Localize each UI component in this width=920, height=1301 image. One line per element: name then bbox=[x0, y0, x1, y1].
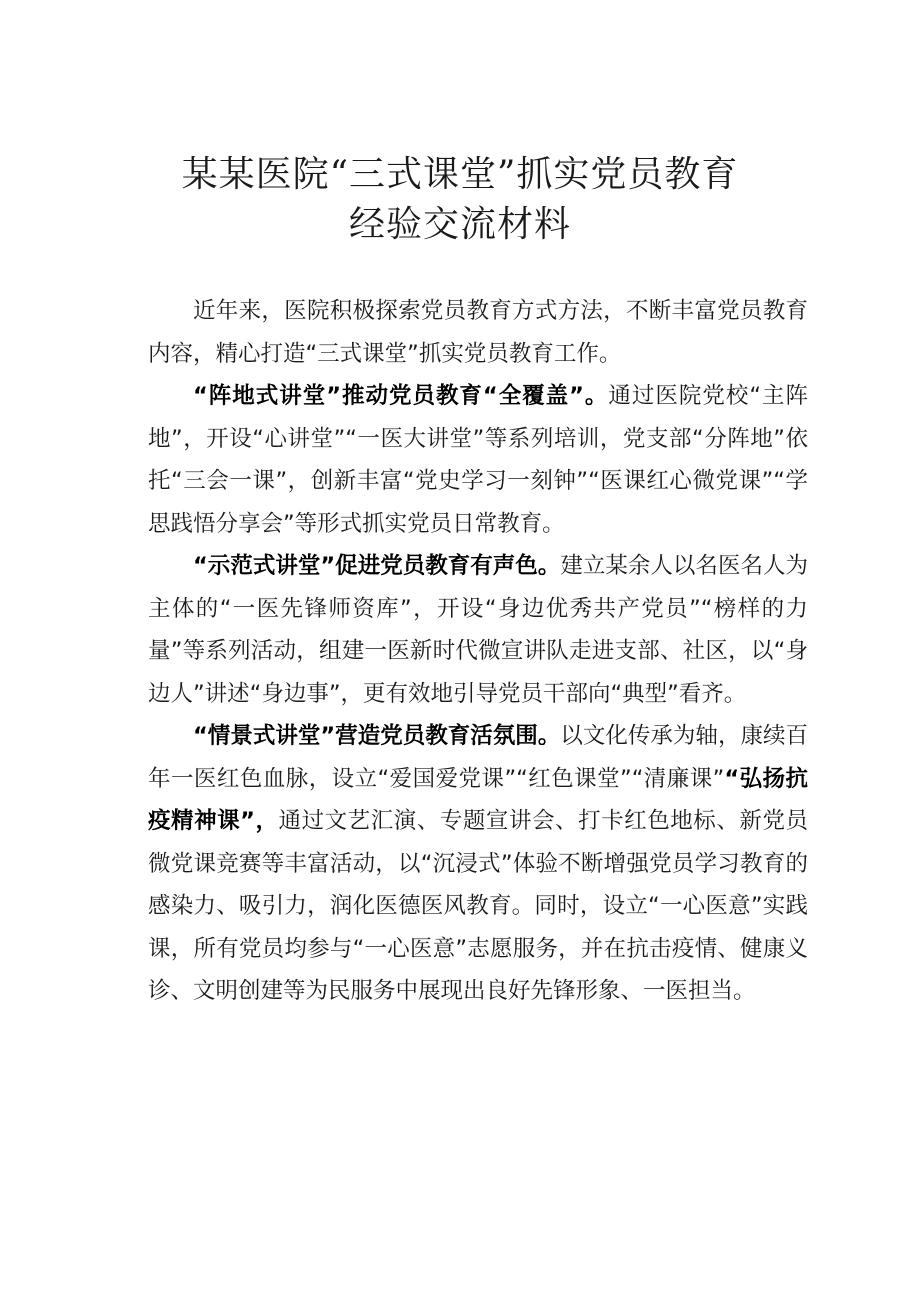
document-title bbox=[0, 150, 920, 250]
section-heading: “阵地式讲堂”推动党员教育“全覆盖”。 bbox=[193, 383, 609, 409]
section-heading: “情景式讲堂”营造党员教育活氛围。 bbox=[193, 723, 561, 749]
section-text-part-1: 以文化传承为轴，康续百年一医红色血脉，设立“爱国爱党课”“红色课堂”“清廉课” bbox=[148, 723, 808, 792]
section-paragraph-positional-lecture bbox=[148, 375, 808, 545]
section-text: 通过医院党校“主阵地”，开设“心讲堂”“一医大讲堂”等系列培训，党支部“分阵地”依托“三会一课”，创新丰富“党史学习一刻钟”“医课红心微党课”“学思践悟分享会”等形式抓实党员日常教育。 bbox=[148, 383, 808, 537]
section-paragraph-scenario-lecture bbox=[148, 715, 808, 1013]
title-line-1: 某某医院“三式课堂”抓实党员教育 bbox=[181, 154, 739, 195]
section-text-bold-course: “弘扬抗疫精神课”， bbox=[148, 765, 808, 834]
intro-paragraph bbox=[148, 290, 808, 375]
intro-text: 近年来，医院积极探索党员教育方式方法，不断丰富党员教育内容，精心打造“三式课堂”抓实党员教育工作。 bbox=[148, 298, 808, 367]
section-heading: “示范式讲堂”促进党员教育有声色。 bbox=[193, 553, 561, 579]
title-line-2: 经验交流材料 bbox=[348, 204, 571, 245]
section-text: 建立某余人以名医名人为主体的“一医先锋师资库”，开设“身边优秀共产党员”“榜样的力量”等系列活动，组建一医新时代微宣讲队走进支部、社区，以“身边人”讲述“身边事”，更有效地引导党员干部向“典型”看齐。 bbox=[148, 553, 808, 707]
document-body bbox=[148, 290, 808, 1013]
section-paragraph-demonstration-lecture bbox=[148, 545, 808, 715]
section-text-part-2: 通过文艺汇演、专题宣讲会、打卡红色地标、新党员微党课竞赛等丰富活动，以“沉浸式”体验不断增强党员学习教育的感染力、吸引力，润化医德医风教育。同时，设立“一心医意”实践课，所有党员均参与“一心医意”志愿服务，并在抗击疫情、健康义诊、文明创建等为民服务中展现出良好先锋形象、一医担当。 bbox=[148, 808, 808, 1004]
